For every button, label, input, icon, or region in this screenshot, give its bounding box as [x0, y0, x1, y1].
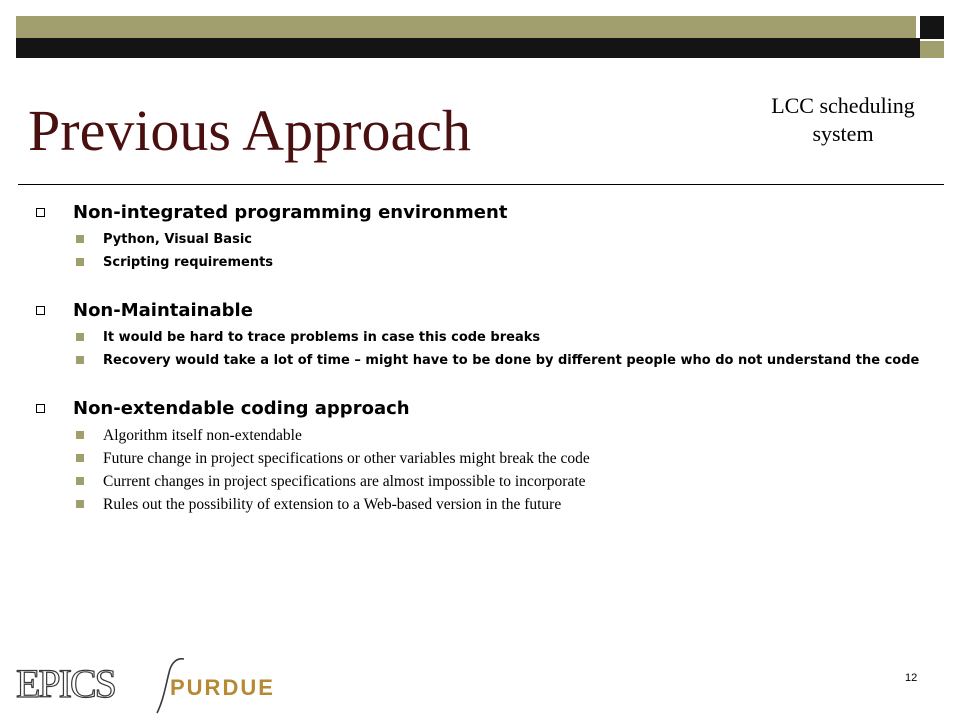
bullet-text: Recovery would take a lot of time – might have to be done by different people who do not understand the code	[103, 353, 920, 368]
bullet-level-1	[36, 198, 926, 226]
bullet-level-2	[76, 351, 926, 370]
square-bullet-icon	[76, 431, 84, 439]
subtitle-line-2: system	[812, 121, 874, 146]
epics-wordmark: EPICS	[16, 661, 115, 706]
bullet-text: Scripting requirements	[103, 255, 274, 270]
square-bullet-icon	[76, 454, 84, 462]
square-bullet-icon	[76, 477, 84, 485]
title-divider	[18, 184, 944, 185]
epics-purdue-logo	[14, 655, 314, 715]
bullet-text: Current changes in project specifications are almost impossible to incorporate	[103, 473, 586, 490]
section-non-maintainable	[36, 296, 926, 370]
section-heading: Non-Maintainable	[73, 299, 253, 321]
bullet-level-1	[36, 296, 926, 324]
hollow-square-bullet-icon	[36, 306, 45, 315]
section-non-integrated	[36, 198, 926, 272]
bullet-level-2	[76, 253, 926, 272]
bullet-level-2	[76, 426, 926, 445]
subtitle-line-1: LCC scheduling	[771, 93, 915, 118]
bullet-text: Rules out the possibility of extension to a Web-based version in the future	[103, 496, 562, 513]
square-bullet-icon	[76, 356, 84, 364]
bullet-text: Future change in project specifications or other variables might break the code	[103, 450, 590, 467]
square-bullet-icon	[76, 333, 84, 341]
section-non-extendable	[36, 394, 926, 514]
bullet-level-2	[76, 328, 926, 347]
bullet-level-2	[76, 472, 926, 491]
header-band-olive	[16, 16, 916, 38]
bullet-level-2	[76, 495, 926, 514]
square-bullet-icon	[76, 500, 84, 508]
square-bullet-icon	[76, 258, 84, 266]
square-bullet-icon	[76, 235, 84, 243]
purdue-wordmark: PURDUE	[170, 675, 275, 700]
slide-subtitle	[748, 92, 938, 148]
header-band-dark	[16, 38, 920, 58]
section-heading: Non-extendable coding approach	[73, 397, 410, 419]
corner-square-olive	[920, 41, 944, 58]
bullet-text: It would be hard to trace problems in case this code breaks	[103, 330, 541, 345]
section-heading: Non-integrated programming environment	[73, 201, 508, 223]
bullet-content	[36, 198, 926, 538]
hollow-square-bullet-icon	[36, 208, 45, 217]
bullet-text: Algorithm itself non-extendable	[103, 427, 302, 444]
bullet-level-2	[76, 230, 926, 249]
bullet-level-1	[36, 394, 926, 422]
page-number: 12	[905, 672, 918, 684]
slide-title: Previous Approach	[28, 98, 471, 163]
hollow-square-bullet-icon	[36, 404, 45, 413]
bullet-level-2	[76, 449, 926, 468]
bullet-text: Python, Visual Basic	[103, 232, 252, 247]
corner-square-dark	[920, 16, 944, 39]
